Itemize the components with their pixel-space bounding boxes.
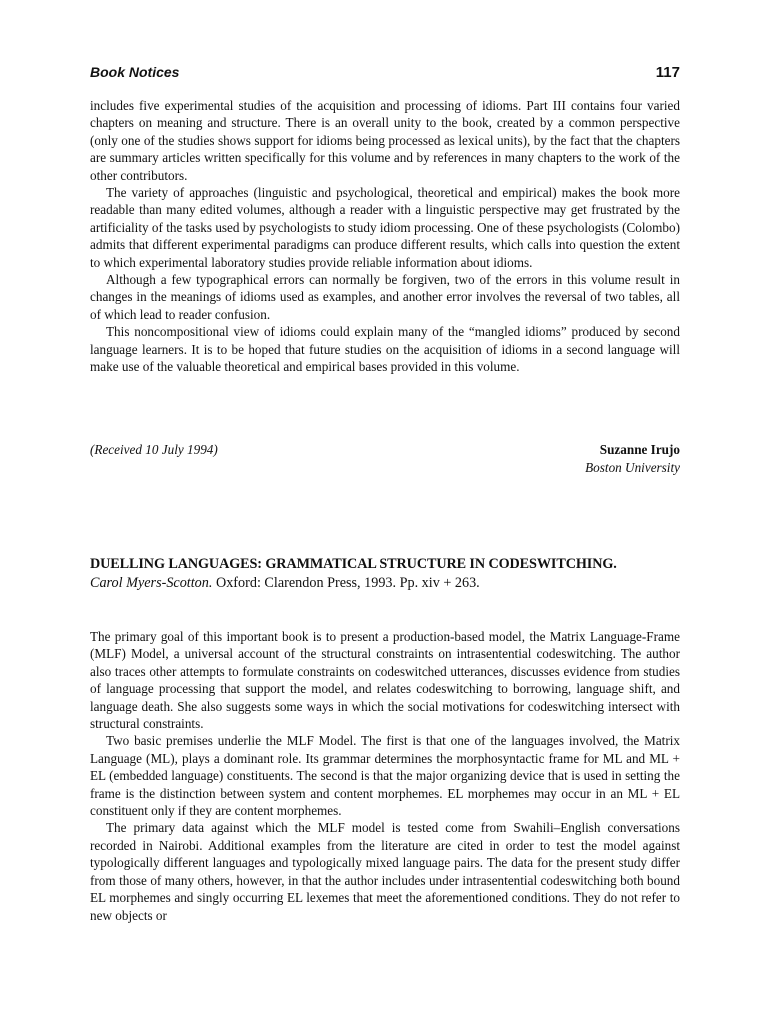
review1-paragraph-3: Although a few typographical errors can normally be forgiven, two of the errors in this volume result in changes in the meanings of idioms used as examples, and another error involves the reversal of two tables, all of which lead to reader confusion. [90,272,680,322]
review2-body [90,628,680,924]
reviewer-affiliation: Boston University [585,460,680,475]
review1-paragraph-1: includes five experimental studies of the acquisition and processing of idioms. Part III contains four varied chapters on meaning and structure. There is an overall unity to the book, created by a common perspective (only one of the studies shows support for idioms being processed as lexical units), by the fact that the chapters are summary articles written specifically for this volume and by references in many chapters to the work of the other contributors. [90,98,680,183]
review2-title: DUELLING LANGUAGES: GRAMMATICAL STRUCTURE IN CODESWITCHING. [90,556,617,572]
review2-book-author: Carol Myers-Scotton. [90,575,213,591]
review2-paragraph-1: The primary goal of this important book is to present a production-based model, the Matrix Language-Frame (MLF) Model, a universal account of the structural constraints on intrasentential codeswitching. The author also traces other attempts to formulate constraints on codeswitched utterances, discusses evidence from studies of language processing that support the model, and relates codeswitching to borrowing, language shift, and language death. She also suggests some ways in which the social motivations for codeswitching intersect with structural constraints. [90,629,680,732]
reviewer-name: Suzanne Irujo [599,442,680,457]
page-number: 117 [655,64,680,81]
running-head [90,64,680,81]
review1-paragraph-2: The variety of approaches (linguistic and psychological, theoretical and empirical) makes the book more readable than many edited volumes, although a reader with a linguistic perspective may get frustrated by the artificiality of the tasks used by psychologists to study idiom processing. One of these psychologists (Colombo) admits that different experimental paradigms can produce different results, which calls into question the extent to which experimental laboratory studies provide reliable information about idioms. [90,185,680,270]
review2-paragraph-3: The primary data against which the MLF model is tested come from Swahili–English conversations recorded in Nairobi. Additional examples from the literature are cited in order to test the model against typologically different languages and typologically mixed language pairs. The data for the present study differ from those of many others, however, in that the author includes under intrasentential codeswitching both bound EL morphemes and singly occurring EL lexemes that meet the aforementioned conditions. They do not refer to new objects or [90,820,680,923]
review1-body [90,97,680,376]
review1-paragraph-4: This noncompositional view of idioms could explain many of the “mangled idioms” produced by second language learners. It is to be hoped that future studies on the acquisition of idioms in a second language will make use of the valuable theoretical and empirical bases provided in this volume. [90,324,680,375]
received-date: (Received 10 July 1994) [90,442,218,457]
review2-citation [90,575,680,592]
running-head-title: Book Notices [90,64,180,80]
review2-paragraph-2: Two basic premises underlie the MLF Model. The first is that one of the languages involved, the Matrix Language (ML), plays a dominant role. Its grammar determines the morphosyntactic frame for ML and ML + EL (embedded language) constituents. The second is that the major organizing device that is used in setting the frame is the distinction between system and content morphemes. EL morphemes may occur in an ML + EL constituent only if they are content morphemes. [90,733,680,819]
review2-publication: Oxford: Clarendon Press, 1993. Pp. xiv + 263. [212,575,480,591]
